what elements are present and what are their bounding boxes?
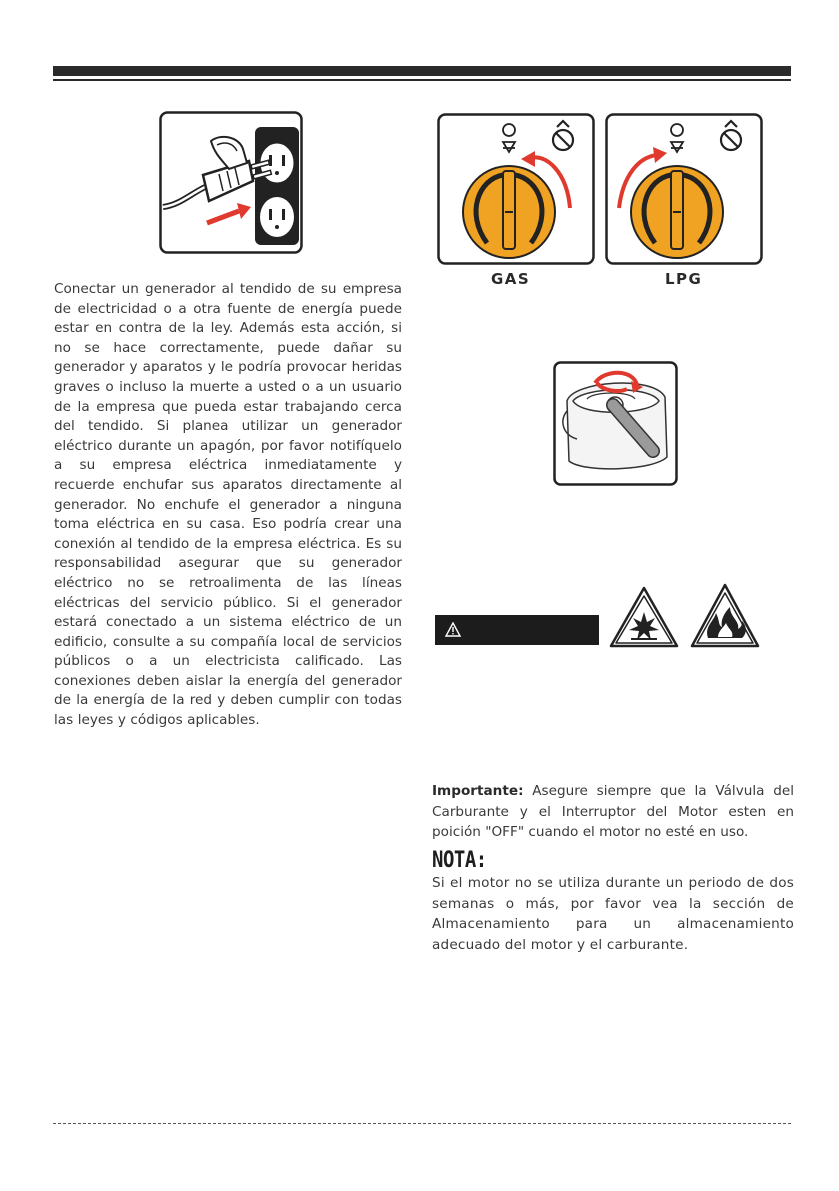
nota-text: Si el motor no se utiliza durante un periodo de dos semanas o más, por favor vea la sección de Almacenamiento para un almacenamiento adecuado del motor y el carburante. xyxy=(432,875,794,953)
plug-outlet-illustration xyxy=(159,111,303,254)
important-text: Asegure siempre que la Válvula del Carburante y el Interruptor del Motor esten en poición "OFF" cuando el motor no esté en uso. xyxy=(432,783,794,840)
explosion-hazard-icon xyxy=(609,586,679,648)
intro-paragraph: Conectar un generador al tendido de su empresa de electricidad o a otra fuente de energía puede estar en contra de la ley. Además esta acción, si no se hace correctamente, puede dañar su generador y aparatos y le podría provocar heridas graves o incluso la muerte a usted o a un usuario de la empresa que pueda estar trabajando cerca del tendido. Si planea utilizar un generador eléctrico durante un apagón, por favor notifíquelo a su empresa eléctrica inmediatamente y recuerde enchufar sus aparatos directamente al generador. No enchufe el generador a ninguna toma eléctrica en su casa. Eso podría crear una conexión al tendido de la empresa eléctrica. Es su responsabilidad asegurar que su generador eléctrico no se retroalimenta de las líneas eléctricas del servicio público. Si el generador estará conectado a un sistema eléctrico de un edificio, consulte a su compañía local de servicios públicos o a un electricista calificado. Las conexiones deben aislar la energía del generador de la energía de la red y deben cumplir con todas las leyes y códigos aplicables. xyxy=(54,281,402,729)
nota-title: NOTA: xyxy=(432,847,487,873)
footer-rule xyxy=(53,1123,791,1124)
lpg-label: LPG xyxy=(665,270,703,288)
lpg-valve-illustration xyxy=(605,113,763,265)
important-label: Importante: xyxy=(432,783,524,799)
header-rule-thin xyxy=(53,79,791,81)
warning-triangle-icon xyxy=(445,622,461,637)
header-rule-thick xyxy=(53,66,791,76)
warning-banner xyxy=(435,615,599,645)
fuel-cap-illustration xyxy=(553,361,678,486)
important-note xyxy=(432,781,794,843)
gas-label: GAS xyxy=(491,270,531,288)
gas-valve-illustration xyxy=(437,113,595,265)
flame-hazard-icon xyxy=(690,583,760,648)
